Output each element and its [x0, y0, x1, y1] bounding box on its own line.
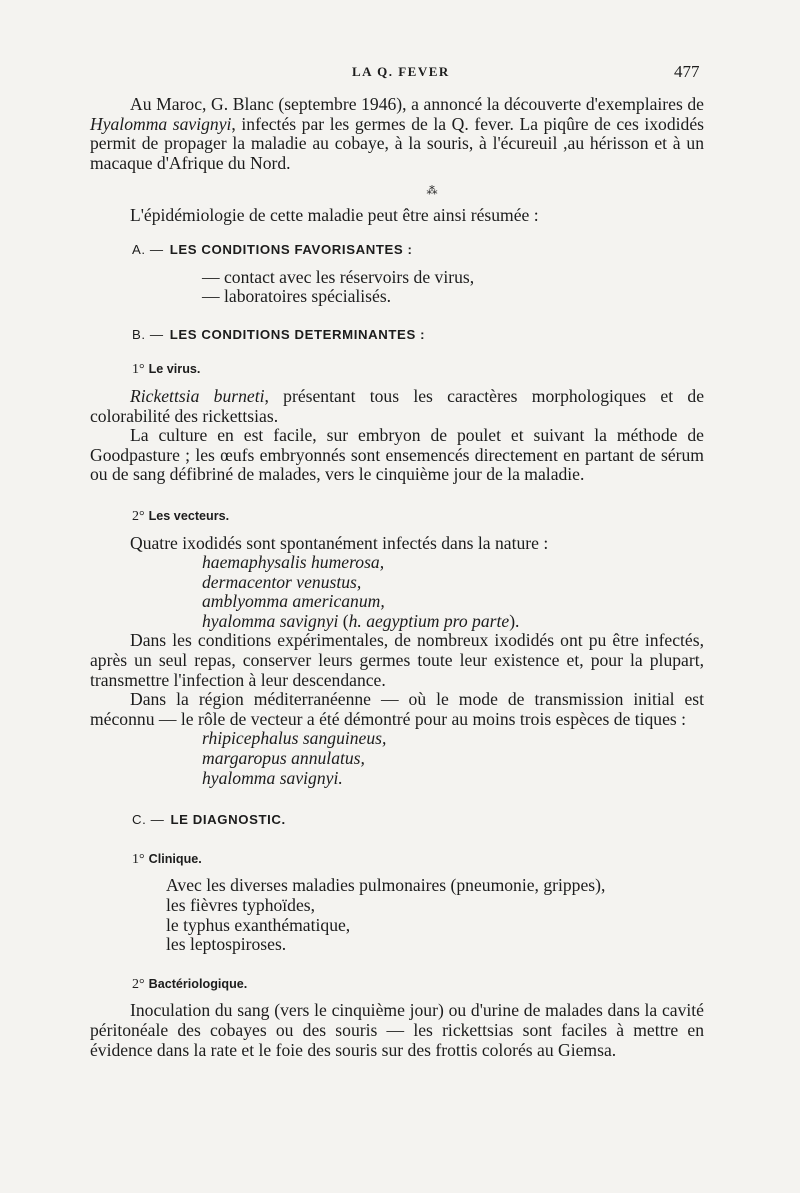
virus-paragraph-2: La culture en est facile, sur embryon de poulet et suivant la méthode de Goodpasture ; les œufs embryonnés sont ensemencés directement en partant de sérum ou de sang défibriné de malades, vers le cinquième jour de la maladie.	[90, 425, 704, 485]
vecteurs-paragraph-3: Dans la région méditerranéenne — où le mode de transmission initial est méconnu — le rôle de vecteur a été démontré pour au moins trois espèces de tiques :	[90, 689, 704, 729]
clinique-heading	[132, 850, 704, 870]
list-item: les leptospiroses.	[166, 934, 287, 955]
bacterio-title: Bactériologique.	[148, 976, 248, 991]
list-item: les fièvres typhoïdes,	[166, 895, 316, 915]
list-item: haemaphysalis humerosa,	[202, 552, 385, 573]
intro-text-b: , infectés par les germes de la Q. fever. La piqûre de ces ixodidés permit de propager la maladie au cobaye, à la souris, à l'écureuil ,au hérisson et à un macaque d'Afrique du Nord.	[90, 113, 704, 173]
virus-paragraph-1	[90, 387, 704, 426]
intro-species: Hyalomma savignyi	[90, 113, 232, 134]
list-item: Avec les diverses maladies pulmonaires (pneumonie, grippes),	[166, 875, 606, 896]
vecteurs-heading	[132, 507, 704, 527]
section-c-title: LE DIAGNOSTIC.	[170, 812, 286, 828]
clinique-title: Clinique.	[148, 851, 202, 866]
page-header	[0, 62, 800, 84]
virus-species: Rickettsia burneti	[130, 385, 265, 406]
bacterio-number: 2°	[132, 976, 145, 992]
vecteurs-number: 2°	[132, 508, 145, 524]
virus-number: 1°	[132, 362, 145, 378]
page-body	[90, 95, 704, 1060]
species-paren-open: (	[338, 610, 349, 631]
vecteurs-paragraph-2: Dans les conditions expérimentales, de nombreux ixodidés ont pu être infectés, après un seul repas, conserver leurs germes toute leur existence et, pour la plupart, transmettre l'infection à leur descendance.	[90, 630, 704, 690]
list-item: margaropus annulatus,	[202, 748, 365, 769]
epidemiology-summary: L'épidémiologie de cette maladie peut être ainsi résumée :	[130, 205, 539, 226]
section-b-letter: B. —	[132, 326, 164, 342]
clinique-number: 1°	[132, 851, 145, 867]
section-c-letter: C. —	[132, 812, 165, 828]
section-a-title: LES CONDITIONS FAVORISANTES :	[169, 241, 413, 257]
list-item: le typhus exanthématique,	[166, 914, 351, 935]
section-a-list	[90, 268, 704, 307]
bacterio-paragraph: Inoculation du sang (vers le cinquième jour) ou d'urine de malades dans la cavité péritonéale des cobayes ou des souris — les rickettsias sont faciles à mettre en évidence dans la rate et le foie des souris sur des frottis colorés au Giemsa.	[90, 1000, 704, 1060]
species-synonym: h. aegyptium pro parte	[348, 610, 510, 631]
running-title: LA Q. FEVER	[352, 64, 450, 79]
vecteurs-paragraph-1: Quatre ixodidés sont spontanément infectés dans la nature :	[130, 532, 549, 553]
list-item: — laboratoires spécialisés.	[202, 286, 392, 307]
species-name: hyalomma savignyi	[202, 610, 339, 631]
section-b-heading	[132, 325, 704, 345]
list-item	[202, 612, 704, 632]
ticks-list	[90, 729, 704, 788]
clinique-list	[90, 876, 704, 954]
virus-title: Le virus.	[148, 362, 201, 377]
list-item: — contact avec les réservoirs de virus,	[202, 266, 475, 287]
section-b-title: LES CONDITIONS DETERMINANTES :	[169, 326, 426, 342]
intro-paragraph	[90, 95, 704, 173]
species-paren-close: ).	[509, 610, 520, 631]
page-number: 477	[674, 62, 700, 81]
intro-text-a: Au Maroc, G. Blanc (septembre 1946), a annoncé la découverte d'exemplaires de	[130, 94, 704, 114]
list-item: amblyomma americanum,	[202, 591, 385, 612]
section-a-heading	[132, 240, 704, 260]
vecteurs-species-list	[90, 553, 704, 631]
section-c-heading	[132, 810, 704, 830]
list-item: dermacentor venustus,	[202, 571, 362, 592]
virus-text: , présentant tous les caractères morphologiques et de colorabilité des rickettsias.	[90, 385, 704, 426]
list-item: hyalomma savignyi.	[202, 767, 343, 788]
section-a-letter: A. —	[132, 241, 164, 257]
virus-heading	[132, 360, 704, 380]
bacterio-heading	[132, 975, 704, 995]
list-item: rhipicephalus sanguineus,	[202, 728, 387, 749]
vecteurs-title: Les vecteurs.	[148, 508, 230, 523]
asterism-separator: ⁂	[426, 185, 438, 198]
